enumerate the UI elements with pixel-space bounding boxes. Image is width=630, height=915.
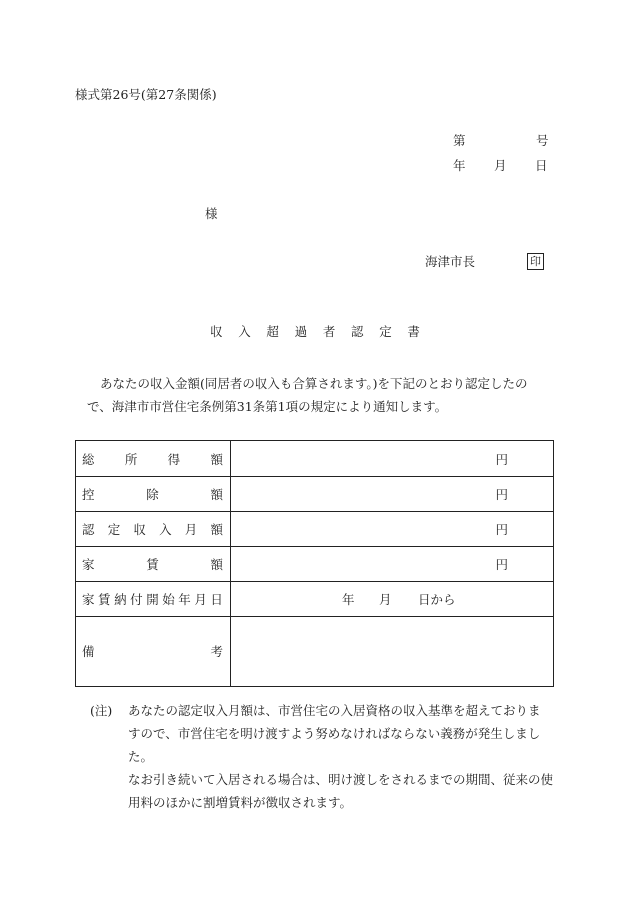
label-char: 収: [133, 522, 146, 537]
remarks-field: [231, 617, 554, 687]
label-char: 所: [124, 451, 138, 467]
body-line-2: で、海津市市営住宅条例第31条第1項の規定により通知します。: [87, 399, 448, 414]
title-char: 認: [351, 324, 364, 339]
issuer-name: 海津市長: [425, 254, 476, 269]
table-row: [76, 441, 554, 477]
deduction-field: [231, 477, 554, 512]
start-day-from: 日から: [418, 592, 456, 607]
start-month: 月: [379, 592, 392, 607]
unit-yen: 円: [495, 522, 508, 537]
title-char: 者: [322, 324, 336, 339]
table-row: [76, 547, 554, 582]
label-char: 入: [159, 522, 172, 537]
label-char: 額: [210, 522, 223, 537]
label-char: 月: [194, 592, 207, 607]
label-char: 総: [82, 451, 95, 467]
notice-body: [75, 372, 560, 418]
note-marker: (注): [90, 703, 113, 718]
label-char: 額: [210, 487, 223, 502]
table-row: [76, 512, 554, 547]
label-char: 始: [162, 592, 175, 607]
number-suffix: 号: [536, 133, 549, 148]
document-title: [210, 325, 420, 339]
label-char: 定: [107, 522, 121, 537]
rent-field: [231, 547, 554, 582]
label-char: 月: [184, 522, 198, 537]
form-label: 様式第26号(第27条関係): [75, 87, 217, 102]
label-char: 考: [210, 644, 223, 659]
start-year: 年: [342, 592, 355, 607]
label-char: 額: [210, 557, 223, 572]
title-char: 書: [407, 324, 420, 339]
row-label-deduction: [76, 477, 231, 512]
body-line-1: あなたの収入金額(同居者の収入も合算されます。)を下記のとおり認定したの: [100, 376, 528, 391]
label-char: 日: [210, 592, 223, 607]
date-day: 日: [535, 158, 548, 173]
label-char: 開: [146, 592, 159, 607]
label-char: 年: [178, 592, 191, 607]
seal-mark: 印: [527, 253, 544, 270]
row-label-remarks: [76, 617, 231, 687]
title-char: 入: [238, 324, 251, 339]
note-block: [90, 699, 560, 814]
unit-yen: 円: [495, 451, 508, 467]
table-row: [76, 477, 554, 512]
date-year: 年: [453, 158, 466, 173]
title-char: 超: [266, 324, 279, 339]
row-label-monthly-income: [76, 512, 231, 547]
label-char: 納: [114, 592, 127, 607]
table-row: [76, 582, 554, 617]
addressee-suffix: 様: [205, 206, 218, 221]
title-char: 過: [294, 324, 308, 339]
row-label-rent: [76, 547, 231, 582]
number-prefix: 第: [453, 133, 466, 148]
label-char: 控: [82, 487, 95, 502]
note-line: すので、市営住宅を明け渡すよう努めなければならない義務が発生しました。: [128, 726, 541, 764]
payment-start-field: [231, 582, 554, 617]
unit-yen: 円: [495, 557, 508, 572]
label-char: 家: [82, 592, 95, 607]
note-line: なお引き続いて入居される場合は、明け渡しをされるまでの期間、従来の使: [128, 772, 554, 787]
label-char: 家: [82, 557, 95, 572]
label-char: 賃: [146, 557, 159, 572]
title-char: 収: [210, 324, 223, 339]
label-char: 賃: [98, 592, 111, 607]
note-line: 用料のほかに割増賃料が徴収されます。: [128, 795, 353, 810]
unit-yen: 円: [495, 487, 508, 502]
date-month: 月: [494, 158, 507, 173]
table-row: [76, 617, 554, 687]
label-char: 認: [82, 522, 95, 537]
monthly-income-field: [231, 512, 554, 547]
row-label-payment-start: [76, 582, 231, 617]
title-char: 定: [379, 324, 392, 339]
label-char: 得: [167, 451, 181, 467]
total-income-field: [231, 441, 554, 477]
label-char: 除: [146, 487, 159, 502]
note-line: あなたの認定収入月額は、市営住宅の入居資格の収入基準を超えておりま: [128, 703, 541, 718]
income-summary-table: [75, 440, 554, 687]
label-char: 額: [210, 451, 223, 467]
label-char: 備: [82, 644, 95, 659]
label-char: 付: [130, 592, 143, 607]
row-label-total-income: [76, 441, 231, 477]
